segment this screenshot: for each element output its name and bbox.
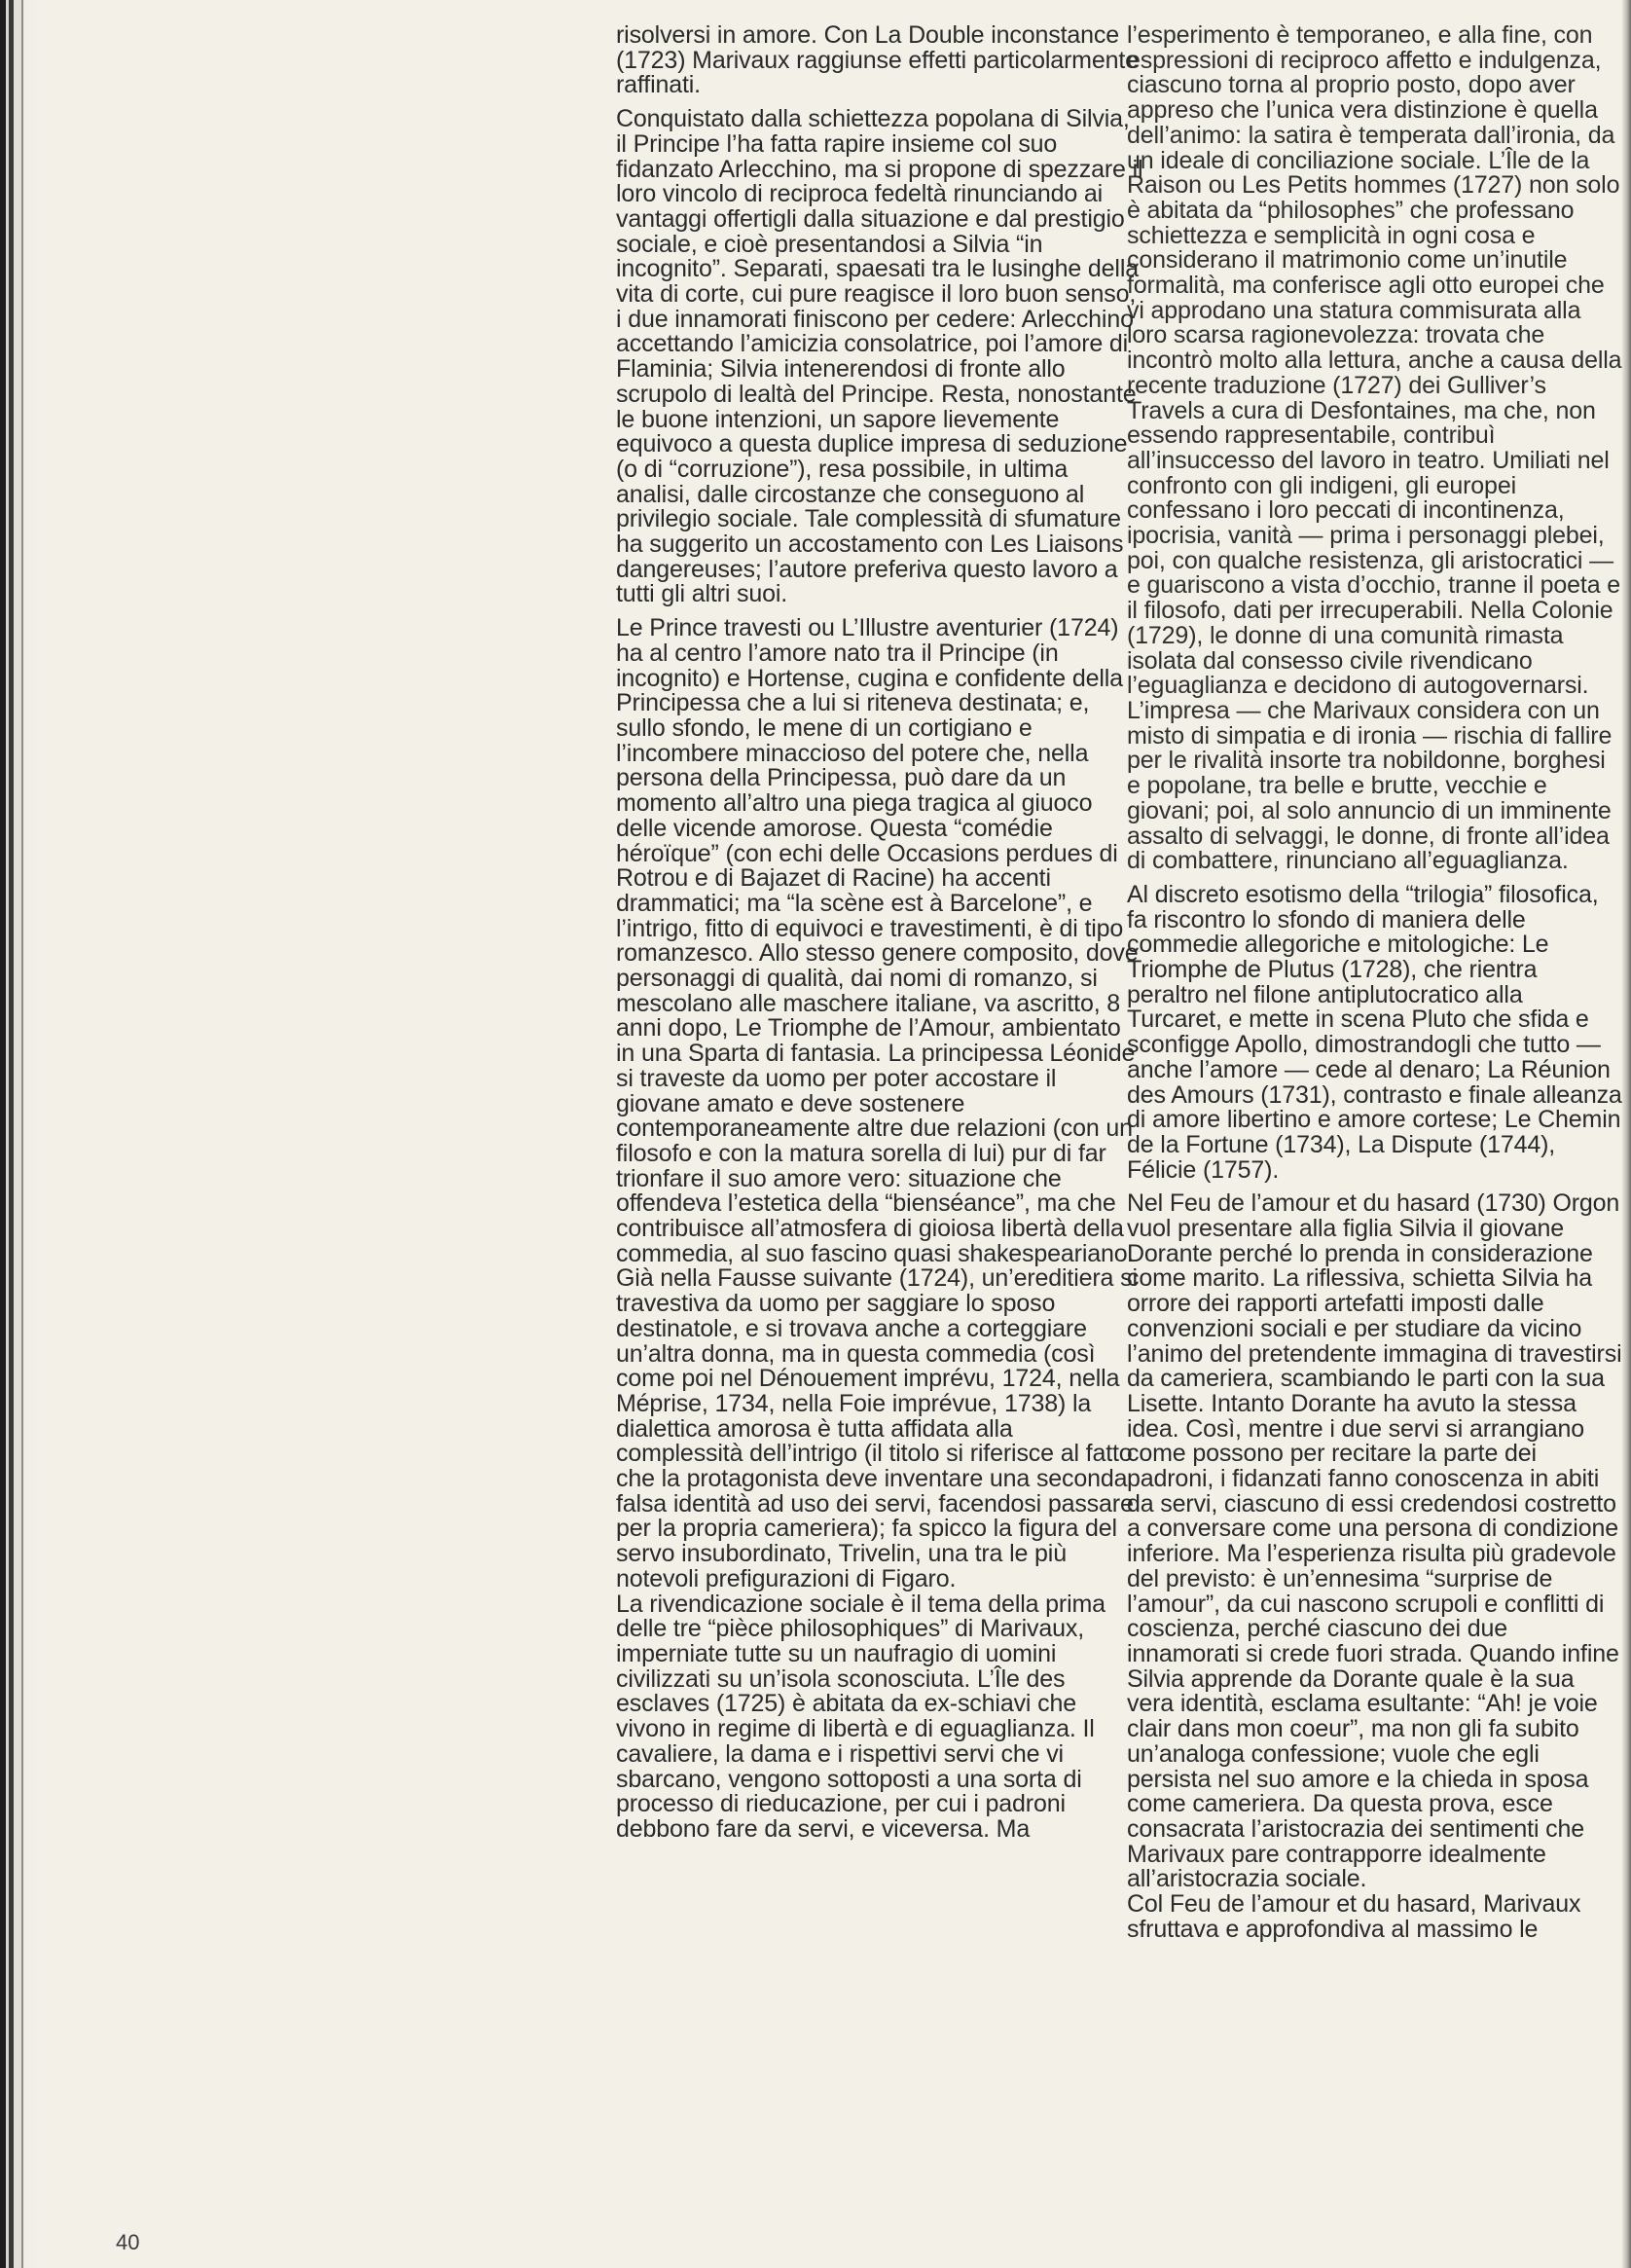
paragraph: l’esperimento è temporaneo, e alla fine, con espressioni di reciproco affetto e indulgenza, ciascuno torna al proprio posto, dopo aver appreso che l’unica vera distinzione è quella dell’animo: la satira è temperata dall’ironia, da un ideale di conciliazione sociale. L’Île de la Raison ou Les Petits hommes (1727) non solo è abitata da “philosophes” che professano schiettezza e semplicità in ogni cosa e considerano il matrimonio come un’inutile formalità, ma conferisce agli otto europei che vi approdano una statura commisurata alla loro scarsa ragionevolezza: trovata che incontrò molto alla lettura, anche a causa della recente traduzione (1727) dei Gulliver’s Travels a cura di Desfontaines, ma che, non essendo rappresentabile, contribuì all’insuccesso del lavoro in teatro. Umiliati nel confronto con gli indigeni, gli europei confessano i loro peccati di incontinenza, ipocrisia, vanità — prima i personaggi plebei, poi, con qualche resistenza, gli aristocratici — e guariscono a vista d’occhio, tranne il poeta e il filosofo, dati per irrecuperabili. Nella Colonie (1729), le donne di una comunità rimasta isolata dal consesso civile rivendicano l’eguaglianza e decidono di autogovernarsi. L’impresa — che Marivaux considera con un misto di simpatia e di ironia — rischia di fallire per le rivalità insorte tra nobildonne, borghesi e popolane, tra belle e brutte, vecchie e giovani; poi, al solo annuncio di un imminente assalto di selvaggi, le donne, di fronte all’idea di combattere, rinunciano all’eguaglianza. bbox=[1127, 21, 1622, 875]
paragraph: La rivendicazione sociale è il tema della prima delle tre “pièce philosophiques” di Marivaux, imperniate tutte su un naufragio di uomini civilizzati su un’isola sconosciuta. L’Île des esclaves (1725) è abitata da ex-schiavi che vivono in regime di libertà e di eguaglianza. Il cavaliere, la dama e i rispettivi servi che vi sbarcano, vengono sottoposti a una sorta di processo di rieducazione, per cui i padroni debbono fare da servi, e viceversa. Ma bbox=[616, 1590, 1105, 1843]
paragraph: risolversi in amore. Con La Double inconstance (1723) Marivaux raggiunse effetti particolarmente raffinati. bbox=[616, 21, 1139, 99]
book-binding-edge bbox=[0, 0, 45, 2268]
paragraph: Conquistato dalla schiettezza popolana di Silvia, il Principe l’ha fatta rapire insieme col suo fidanzato Arlecchino, ma si propone di spezzare il loro vincolo di reciproca fedeltà rinunciando ai vantaggi offertigli dalla situazione e dal prestigio sociale, e cioè presentandosi a Silvia “in incognito”. Separati, spaesati tra le lusinghe della vita di corte, cui pure reagisce il loro buon senso, i due innamorati finiscono per cedere: Arlecchino accettando l’amicizia consolatrice, poi l’amore di Flaminia; Silvia intenerendosi di fronte allo scrupolo di lealtà del Principe. Resta, nonostante le buone intenzioni, un sapore lievemente equivoco a questa duplice impresa di seduzione (o di “corruzione”), resa possibile, in ultima analisi, dalle circostanze che conseguono al privilegio sociale. Tale complessità di sfumature ha suggerito un accostamento con Les Liaisons dangereuses; l’autore preferiva questo lavoro a tutti gli altri suoi. bbox=[616, 105, 1143, 608]
right-text-column bbox=[1127, 23, 1623, 1951]
paragraph: Al discreto esotismo della “trilogia” filosofica, fa riscontro lo sfondo di maniera delle commedie allegoriche e mitologiche: Le Triomphe de Plutus (1728), che rientra peraltro nel filone antiplutocratico alla Turcaret, e mette in scena Pluto che sfida e sconfigge Apollo, dimostrandogli che tutto — anche l’amore — cede al denaro; La Réunion des Amours (1731), contrasto e finale alleanza di amore libertino e amore cortese; Le Chemin de la Fortune (1734), La Dispute (1744), Félicie (1757). bbox=[1127, 880, 1622, 1184]
paragraph: Le Prince travesti ou L’Illustre aventurier (1724) ha al centro l’amore nato tra il Principe (in incognito) e Hortense, cugina e confidente della Principessa che a lui si riteneva destinata; e, sullo sfondo, le mene di un cortigiano e l’incombere minaccioso del potere che, nella persona della Principessa, può dare da un momento all’altro una piega tragica al giuoco delle vicende amorose. Questa “comédie héroïque” (con echi delle Occasions perdues di Rotrou e di Bajazet di Racine) ha accenti drammatici; ma “la scène est à Barcelone”, e l’intrigo, fitto di equivoci e travestimenti, è di tipo romanzesco. Allo stesso genere composito, dove personaggi di qualità, dai nomi di romanzo, si mescolano alle maschere italiane, va ascritto, 8 anni dopo, Le Triomphe de l’Amour, ambientato in una Sparta di fantasia. La principessa Léonide si traveste da uomo per poter accostare il giovane amato e deve sostenere contemporaneamente altre due relazioni (con un filosofo e con la matura sorella di lui) pur di far trionfare il suo amore vero: situazione che offendeva l’estetica della “bienséance”, ma che contribuisce all’atmosfera di gioiosa libertà della commedia, al suo fascino quasi shakespeariano. Già nella Fausse suivante (1724), un’ereditiera si travestiva da uomo per saggiare lo sposo destinatole, e si trovava anche a corteggiare un’altra donna, ma in questa commedia (così come poi nel Dénouement imprévu, 1724, nella Méprise, 1734, nella Foie imprévue, 1738) la dialettica amorosa è tutta affidata alla complessità dell’intrigo (il titolo si riferisce al fatto che la protagonista deve inventare una seconda falsa identità ad uso dei servi, facendosi passare per la propria cameriera); fa spicco la figura del servo insubordinato, Trivelin, una tra le più notevoli prefigurazioni di Figaro. bbox=[616, 614, 1139, 1592]
paragraph: Nel Feu de l’amour et du hasard (1730) Orgon vuol presentare alla figlia Silvia il giovane Dorante perché lo prenda in considerazione come marito. La riflessiva, schietta Silvia ha orrore dei rapporti artefatti imposti dalle convenzioni sociali e per studiare da vicino l’animo del pretendente immagina di travestirsi da cameriera, scambiando le parti con la sua Lisette. Intanto Dorante ha avuto la stessa idea. Così, mentre i due servi si arrangiano come possono per recitare la parte dei padroni, i fidanzati fanno conoscenza in abiti da servi, ciascuno di essi credendosi costretto a conversare come una persona di condizione inferiore. Ma l’esperienza risulta più gradevole del previsto: è un’ennesima “surprise de l’amour”, da cui nascono scrupoli e conflitti di coscienza, perché ciascuno dei due innamorati si crede fuori strada. Quando infine Silvia apprende da Dorante quale è la sua vera identità, esclama esultante: “Ah! je voie clair dans mon coeur”, ma non gli fa subito un’analoga confessione; vuole che egli persista nel suo amore e la chieda in sposa come cameriera. Da questa prova, esce consacrata l’aristocrazia dei sentimenti che Marivaux pare contrapporre idealmente all’aristocrazia sociale. bbox=[1127, 1189, 1622, 1893]
page-number: 40 bbox=[116, 2230, 140, 2254]
left-text-column bbox=[616, 23, 1143, 1851]
paragraph: Col Feu de l’amour et du hasard, Marivaux sfruttava e approfondiva al massimo le bbox=[1127, 1890, 1581, 1943]
